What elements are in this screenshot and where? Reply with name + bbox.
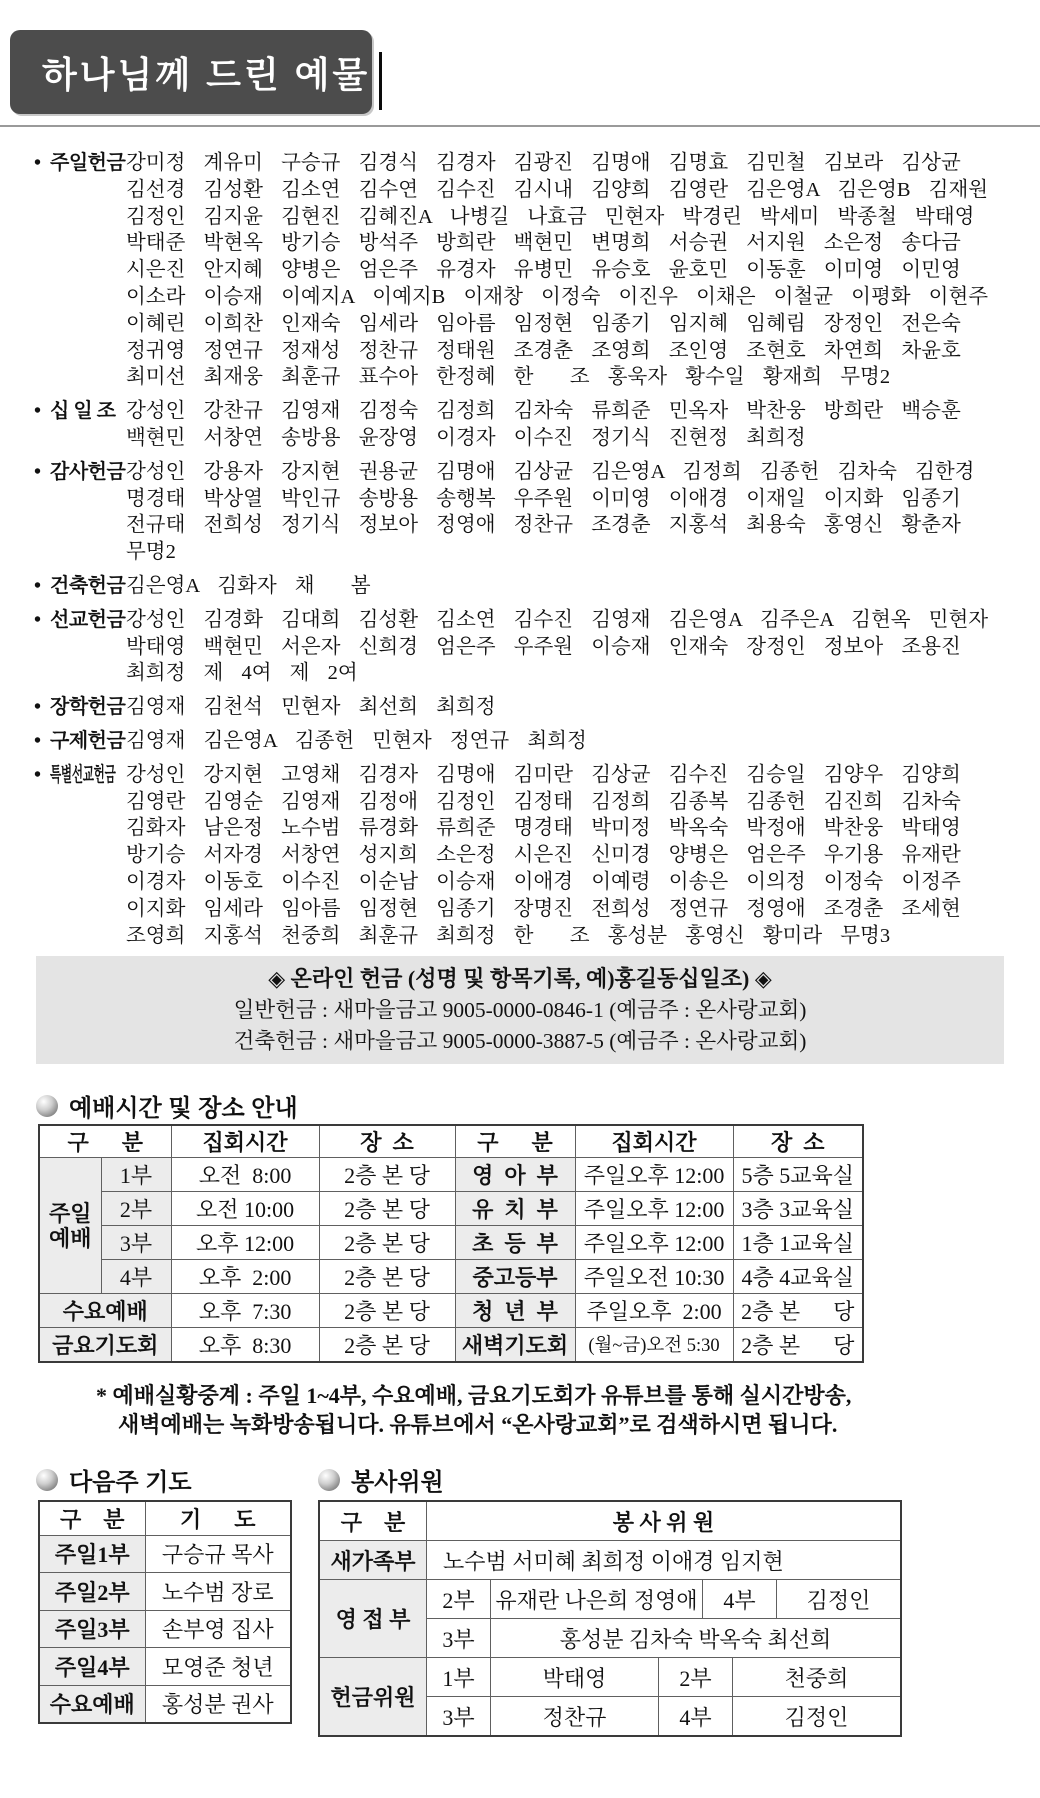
name-row: 방기승 서자경 서창연 성지희 소은정 시은진 신미경 양병은 엄은주 우기용 유재란 <box>126 844 961 867</box>
cell-part: 4부 <box>101 1260 171 1294</box>
name-row: 이경자 이동호 이수진 이순남 이승재 이애경 이예령 이송은 이의정 이정숙 이정주 <box>126 870 961 893</box>
offering-label: 건축헌금 <box>50 574 126 597</box>
name-row: 강성인 강지현 고영채 김경자 김명애 김미란 김상균 김수진 김승일 김양우 김양희 <box>126 763 961 786</box>
cell-place: 2층 본 당 <box>319 1192 455 1226</box>
name-row: 최미선 최재웅 최훈규 표수아 한정혜 한 조 홍욱자 황수일 황재희 무명2 <box>126 366 891 389</box>
name-row: 박태준 박현옥 방기승 방석주 방희란 백현민 변명희 서승권 서지원 소은정 송다금 <box>126 232 961 255</box>
cell-time: 오후 12:00 <box>171 1226 319 1260</box>
cell-slot: 주일4부 <box>39 1648 145 1686</box>
footnote-line: 새벽예배는 녹화방송됩니다. 유튜브에서 “온사랑교회”로 검색하시면 됩니다. <box>118 1411 838 1437</box>
horizontal-rule <box>0 125 1040 127</box>
cell-time: 주일오후 12:00 <box>575 1226 733 1260</box>
offering-section-building <box>34 573 1010 600</box>
table-row-newfamily <box>320 1540 900 1579</box>
cell-time: (월~금)오전 5:30 <box>575 1328 733 1362</box>
table-row <box>39 1226 863 1260</box>
next-week-prayer-table <box>38 1500 292 1724</box>
service-section-heading <box>318 1462 444 1497</box>
cell-names: 천중희 <box>732 1658 900 1696</box>
cell-part: 1부 <box>426 1658 490 1696</box>
name-row: 이지화 임세라 임아름 임정현 임종기 장명진 전희성 정연규 정영애 조경춘 조세현 <box>126 897 961 920</box>
table-header-row <box>39 1125 863 1158</box>
page-title: 하나님께 드린 예물 <box>42 53 371 95</box>
offering-label: 주일헌금 <box>50 152 126 174</box>
bullet-icon: • <box>34 763 42 786</box>
cell-place: 2층 본 당 <box>319 1226 455 1260</box>
cell-dept: 중고등부 <box>455 1260 575 1294</box>
section-bullet-icon <box>318 1469 340 1491</box>
cell-sunday-group: 주일예배 <box>39 1158 101 1294</box>
cell-names: 김정인 <box>776 1580 900 1618</box>
page-title-box <box>10 30 372 114</box>
cell-place: 2층 본 당 <box>319 1260 455 1294</box>
online-giving-box <box>36 956 1004 1064</box>
online-giving-building-account: 건축헌금 : 새마을금고 9005-0000-3887-5 (예금주 : 온사랑교회) <box>233 1029 807 1053</box>
offering-section-relief <box>34 728 1010 755</box>
offering-label: 장학헌금 <box>50 696 126 719</box>
cell-names: 정찬규 <box>490 1697 658 1735</box>
table-row <box>39 1260 863 1294</box>
cell-part: 2부 <box>658 1658 732 1696</box>
offering-name-rows <box>126 694 1010 721</box>
cell-person: 홍성분 권사 <box>145 1685 291 1723</box>
name-row: 김정인 김지윤 김현진 김혜진A 나병길 나효금 민현자 박경린 박세미 박종철 박태영 <box>126 205 975 228</box>
cell-dept: 청 년 부 <box>455 1294 575 1328</box>
offering-label: 십 일 조 <box>50 400 116 423</box>
cell-person: 손부영 집사 <box>145 1610 291 1648</box>
cell-place: 2층 본 당 <box>319 1328 455 1362</box>
cell-time: 오전 8:00 <box>171 1158 319 1192</box>
cell-time: 오후 8:30 <box>171 1328 319 1362</box>
name-row: 김은영A 김화자 채 봄 <box>126 574 371 597</box>
offering-name-rows <box>126 762 1010 950</box>
section-bullet-icon <box>36 1469 58 1491</box>
cell-names: 노수범 서미혜 최희정 이애경 임지현 <box>426 1541 900 1579</box>
cell-time: 주일오후 2:00 <box>575 1294 733 1328</box>
cell-time: 주일오후 12:00 <box>575 1192 733 1226</box>
name-row: 이소라 이승재 이예지A 이예지B 이재창 이정숙 이진우 이채은 이철균 이평화 이현주 <box>126 285 989 308</box>
bullet-icon: • <box>34 400 42 423</box>
cell-time: 주일오후 12:00 <box>575 1158 733 1192</box>
name-row: 강미정 계유미 구승규 김경식 김경자 김광진 김명애 김명효 김민철 김보라 김상균 <box>126 152 961 174</box>
worship-heading-label: 예배시간 및 장소 안내 <box>69 1095 298 1122</box>
name-row: 전규태 전희성 정기식 정보아 정영애 정찬규 조경춘 지홍석 최용숙 홍영신 황춘자 <box>126 514 961 537</box>
offering-label: 구제헌금 <box>50 729 126 752</box>
bullet-icon: • <box>34 574 42 597</box>
worship-footnote <box>96 1382 851 1439</box>
header-cell: 구 분 <box>340 1509 406 1535</box>
table-row <box>39 1685 291 1723</box>
name-row: 강성인 강찬규 김영재 김정숙 김정희 김차숙 류희준 민옥자 박찬웅 방희란 백승훈 <box>126 400 961 423</box>
name-row: 박태영 백현민 서은자 신희경 엄은주 우주원 이승재 인재숙 장정인 정보아 조용진 <box>126 635 961 658</box>
offering-label: 특별선교헌금 <box>50 763 116 786</box>
cell-dept: 초 등 부 <box>455 1226 575 1260</box>
bullet-icon: • <box>34 729 42 752</box>
cell-service-name: 수요예배 <box>39 1294 171 1328</box>
offering-name-rows <box>126 728 1010 755</box>
cell-place: 2층 본 당 <box>733 1328 863 1362</box>
table-row <box>39 1328 863 1362</box>
table-row <box>39 1535 291 1573</box>
header-cell: 장 소 <box>319 1125 455 1158</box>
offerings-list <box>34 150 1010 956</box>
cell-part: 2부 <box>426 1580 490 1618</box>
offering-name-rows <box>126 459 1010 566</box>
cell-time: 오후 7:30 <box>171 1294 319 1328</box>
bullet-icon: • <box>34 460 42 483</box>
name-row: 정귀영 정연규 정재성 정찬규 정태원 조경춘 조영희 조인영 조현호 차연희 차윤호 <box>126 339 961 362</box>
online-giving-general-account: 일반헌금 : 새마을금고 9005-0000-0846-1 (예금주 : 온사랑교회) <box>233 998 807 1022</box>
table-row <box>39 1648 291 1686</box>
header-cell: 집회시간 <box>575 1125 733 1158</box>
name-row: 이혜린 이희찬 인재숙 임세라 임아름 임정현 임종기 임지혜 임혜림 장정인 전은숙 <box>126 312 961 335</box>
cell-names: 박태영 <box>490 1658 658 1696</box>
offering-name-rows <box>126 150 1010 391</box>
cell-person: 모영준 청년 <box>145 1648 291 1686</box>
cell-group: 영 접 부 <box>320 1580 426 1657</box>
cell-names: 홍성분 김차숙 박옥숙 최선희 <box>490 1619 900 1657</box>
cell-time: 오후 2:00 <box>171 1260 319 1294</box>
bullet-icon: • <box>34 152 42 174</box>
cell-group: 헌금위원 <box>320 1658 426 1735</box>
name-row: 무명2 <box>126 541 176 564</box>
title-divider-bar <box>379 52 382 110</box>
table-row <box>39 1573 291 1611</box>
cell-slot: 수요예배 <box>39 1685 145 1723</box>
section-bullet-icon <box>36 1095 58 1117</box>
offering-section-sunday <box>34 150 1010 391</box>
cell-dept: 유 치 부 <box>455 1192 575 1226</box>
table-header-row <box>320 1502 900 1540</box>
header-cell: 장 소 <box>733 1125 863 1158</box>
cell-part: 2부 <box>101 1192 171 1226</box>
cell-place: 5층 5교육실 <box>733 1158 863 1192</box>
cell-slot: 주일1부 <box>39 1535 145 1573</box>
name-row: 김영재 김천석 민현자 최선희 최희정 <box>126 696 496 719</box>
cell-dept: 새벽기도회 <box>455 1328 575 1362</box>
name-row: 시은진 안지혜 양병은 엄은주 유경자 유병민 유승호 윤호민 이동훈 이미영 이민영 <box>126 259 961 282</box>
table-subrow <box>426 1618 900 1657</box>
offering-section-thanksgiving <box>34 459 1010 566</box>
name-row: 김화자 남은정 노수범 류경화 류희준 명경태 박미정 박옥숙 박정애 박찬웅 박태영 <box>126 817 961 840</box>
service-heading-label: 봉사위원 <box>351 1469 444 1496</box>
name-row: 최희정 제 4여 제 2여 <box>126 662 358 685</box>
offering-section-scholarship <box>34 694 1010 721</box>
cell-place: 1층 1교육실 <box>733 1226 863 1260</box>
name-row: 명경태 박상열 박인규 송방용 송행복 우주원 이미영 이애경 이재일 이지화 임종기 <box>126 487 961 510</box>
offering-committee-subrows <box>426 1658 900 1735</box>
offering-section-special-mission <box>34 762 1010 950</box>
header-cell: 기 도 <box>145 1501 291 1535</box>
header-cell: 집회시간 <box>171 1125 319 1158</box>
offering-section-tithe <box>34 398 1010 452</box>
cell-part: 4부 <box>658 1697 732 1735</box>
offering-label: 감사헌금 <box>50 460 126 483</box>
online-giving-title: ◈ 온라인 헌금 (성명 및 항목기록, 예)홍길동십일조) ◈ <box>268 966 772 991</box>
header-cell: 구 분 <box>455 1125 575 1158</box>
cell-slot: 주일2부 <box>39 1573 145 1611</box>
bullet-icon: • <box>34 696 42 719</box>
cell-time: 오전 10:00 <box>171 1192 319 1226</box>
offering-name-rows <box>126 573 1010 600</box>
name-row: 강성인 강용자 강지현 권용균 김명애 김상균 김은영A 김정희 김종헌 김차숙 김한경 <box>126 460 975 483</box>
header-cell: 구 분 <box>39 1125 171 1158</box>
cell-place: 4층 4교육실 <box>733 1260 863 1294</box>
table-subrow <box>426 1696 900 1735</box>
cell-person: 노수범 장로 <box>145 1573 291 1611</box>
offering-name-rows <box>126 607 1010 687</box>
cell-part: 3부 <box>426 1619 490 1657</box>
cell-time: 주일오전 10:30 <box>575 1260 733 1294</box>
name-row: 백현민 서창연 송방용 윤장영 이경자 이수진 정기식 진현정 최희정 <box>126 426 806 449</box>
bullet-icon: • <box>34 608 42 631</box>
table-header-row <box>39 1501 291 1535</box>
service-committee-table <box>318 1500 902 1737</box>
offering-label: 선교헌금 <box>50 608 126 631</box>
offering-name-rows <box>126 398 1010 452</box>
cell-place: 2층 본 당 <box>319 1294 455 1328</box>
name-row: 김영란 김영순 김영재 김정애 김정인 김정태 김정희 김종복 김종헌 김진희 김차숙 <box>126 790 961 813</box>
table-subrow <box>426 1658 900 1696</box>
cell-part: 1부 <box>101 1158 171 1192</box>
cell-part: 3부 <box>101 1226 171 1260</box>
name-row: 강성인 김경화 김대희 김성환 김소연 김수진 김영재 김은영A 김주은A 김현옥 민현자 <box>126 608 989 631</box>
prayer-heading-label: 다음주 기도 <box>69 1469 192 1496</box>
table-row <box>39 1158 863 1192</box>
header-cell: 구 분 <box>39 1501 145 1535</box>
table-row-offering-committee <box>320 1657 900 1735</box>
table-row <box>39 1294 863 1328</box>
table-subrow <box>426 1580 900 1618</box>
reception-subrows <box>426 1580 900 1657</box>
cell-slot: 주일3부 <box>39 1610 145 1648</box>
offering-section-mission <box>34 607 1010 687</box>
cell-group: 새가족부 <box>320 1541 426 1579</box>
cell-part: 4부 <box>702 1580 776 1618</box>
name-row: 김선경 김성환 김소연 김수연 김수진 김시내 김양희 김영란 김은영A 김은영B 김재원 <box>126 178 989 201</box>
cell-place: 2층 본 당 <box>733 1294 863 1328</box>
cell-place: 2층 본 당 <box>319 1158 455 1192</box>
cell-dept: 영 아 부 <box>455 1158 575 1192</box>
cell-part: 3부 <box>426 1697 490 1735</box>
prayer-section-heading <box>36 1462 192 1497</box>
cell-names: 김정인 <box>732 1697 900 1735</box>
header-cell: 봉 사 위 원 <box>426 1502 900 1540</box>
table-row <box>39 1610 291 1648</box>
footnote-line: * 예배실황중계 : 주일 1~4부, 수요예배, 금요기도회가 유튜브를 통해 실시간방송, <box>96 1383 852 1408</box>
cell-names: 유재란 나은희 정영애 <box>490 1580 702 1618</box>
cell-service-name: 금요기도회 <box>39 1328 171 1362</box>
name-row: 김영재 김은영A 김종헌 민현자 정연규 최희정 <box>126 729 587 752</box>
table-row-reception <box>320 1579 900 1657</box>
worship-section-heading <box>36 1088 298 1123</box>
worship-schedule-table <box>38 1124 864 1363</box>
cell-place: 3층 3교육실 <box>733 1192 863 1226</box>
cell-person: 구승규 목사 <box>145 1535 291 1573</box>
name-row: 조영희 지홍석 천중희 최훈규 최희정 한 조 홍성분 홍영신 황미라 무명3 <box>126 924 891 947</box>
table-row <box>39 1192 863 1226</box>
